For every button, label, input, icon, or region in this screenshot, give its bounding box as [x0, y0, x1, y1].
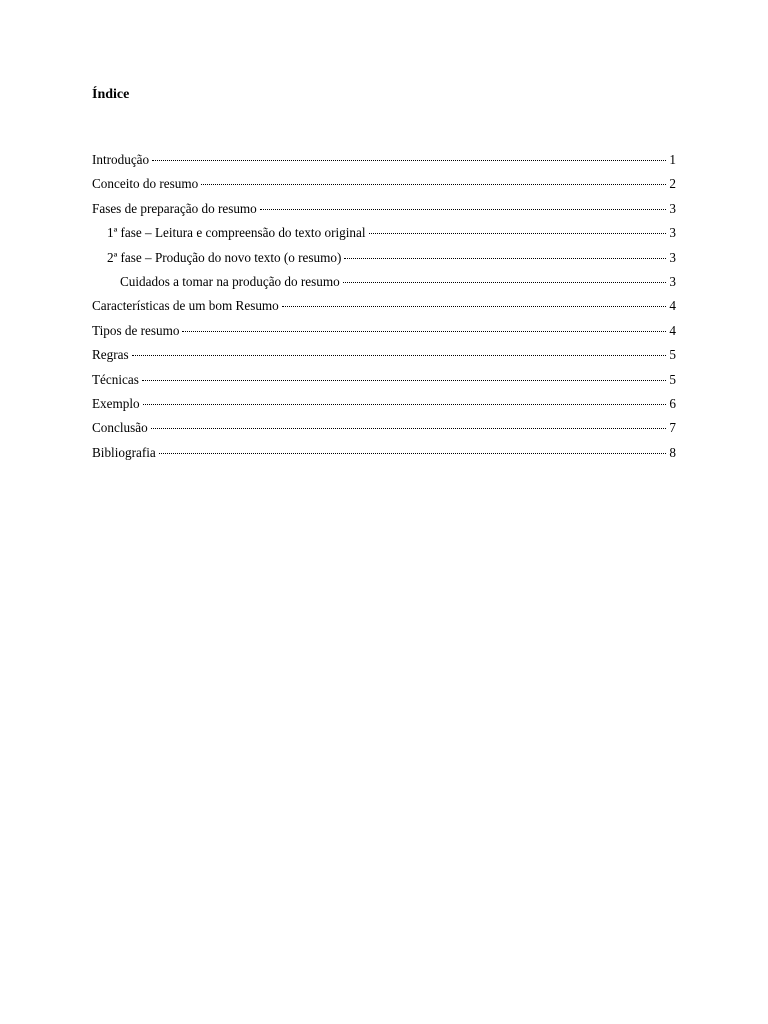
toc-entry-page: 6 [669, 395, 676, 411]
toc-entry[interactable] [92, 272, 676, 296]
toc-entry-label: 2ª fase – Produção do novo texto (o resumo) [107, 249, 342, 265]
toc-entry-page: 3 [669, 273, 676, 289]
dot-leader [142, 379, 666, 381]
toc-entry[interactable] [92, 174, 676, 198]
toc-entry[interactable] [92, 296, 676, 320]
toc-entry[interactable] [92, 321, 676, 345]
dot-leader [344, 257, 666, 259]
dot-leader [151, 427, 666, 429]
toc-entry-label: Tipos de resumo [92, 322, 180, 338]
dot-leader [182, 330, 666, 332]
toc-entry-label: Conceito do resumo [92, 176, 199, 192]
dot-leader [152, 159, 666, 161]
dot-leader [159, 452, 666, 454]
dot-leader [260, 208, 666, 210]
toc-entry[interactable] [92, 150, 676, 174]
dot-leader [143, 403, 666, 405]
toc-entry-page: 3 [669, 249, 676, 265]
toc-entry-label: 1ª fase – Leitura e compreensão do texto original [107, 225, 366, 241]
toc-entry-page: 3 [669, 225, 676, 241]
toc-entry-page: 3 [669, 200, 676, 216]
toc-entry-page: 4 [669, 322, 676, 338]
dot-leader [369, 232, 666, 234]
toc-entry[interactable] [92, 345, 676, 369]
dot-leader [282, 305, 666, 307]
toc-entry-label: Características de um bom Resumo [92, 298, 279, 314]
toc-entry[interactable] [92, 418, 676, 442]
toc-entry-page: 4 [669, 298, 676, 314]
toc-entry-page: 2 [669, 176, 676, 192]
toc-entry-label: Cuidados a tomar na produção do resumo [120, 273, 340, 289]
toc-entry[interactable] [92, 199, 676, 223]
toc-entry-label: Conclusão [92, 420, 148, 436]
dot-leader [201, 183, 666, 185]
toc-heading: Índice [92, 87, 130, 102]
dot-leader [343, 281, 666, 283]
toc-entry-page: 7 [669, 420, 676, 436]
toc-entry-label: Bibliografia [92, 444, 156, 460]
toc-entry-label: Técnicas [92, 371, 139, 387]
toc-entry-page: 8 [669, 444, 676, 460]
toc-entry-page: 5 [669, 371, 676, 387]
toc-entry[interactable] [92, 443, 676, 467]
toc-entry-label: Introdução [92, 152, 150, 167]
toc-entry-label: Exemplo [92, 395, 140, 411]
toc-entry[interactable] [92, 370, 676, 394]
table-of-contents [92, 150, 676, 467]
toc-entry[interactable] [92, 223, 676, 247]
toc-entry-label: Fases de preparação do resumo [92, 200, 257, 216]
toc-entry-page: 1 [669, 152, 676, 167]
toc-entry[interactable] [92, 248, 676, 272]
toc-entry-page: 5 [669, 347, 676, 363]
toc-entry[interactable] [92, 394, 676, 418]
dot-leader [132, 354, 666, 356]
toc-entry-label: Regras [92, 347, 129, 363]
